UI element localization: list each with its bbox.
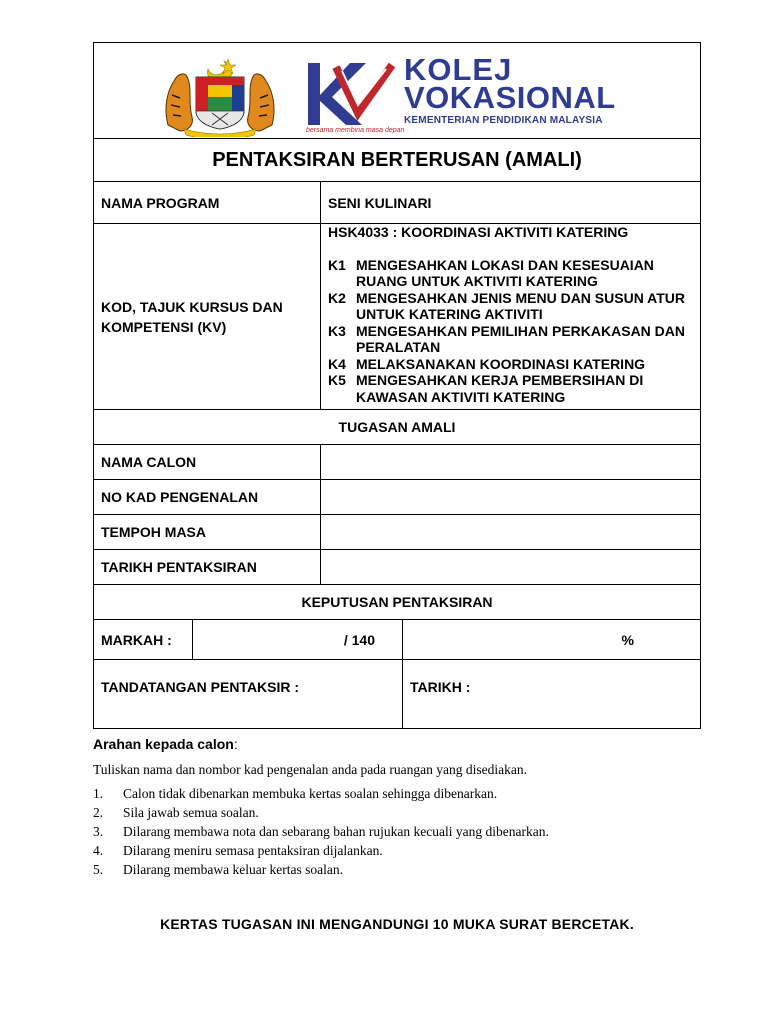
program-label: NAMA PROGRAM <box>94 182 321 223</box>
competency-code: K2 <box>328 289 346 306</box>
logo-header <box>94 43 700 139</box>
assessor-signature-field[interactable] <box>94 660 403 728</box>
instructions-intro: Tuliskan nama dan nombor kad pengenalan anda pada ruangan yang disediakan. <box>93 762 527 777</box>
competency-text: MENGESAHKAN JENIS MENU DAN SUSUN ATUR UNTUK KATERING AKTIVITI <box>356 289 686 322</box>
marks-label: MARKAH : <box>94 620 193 659</box>
course-code-label <box>94 224 321 409</box>
marks-row <box>94 620 700 660</box>
competency-text: MENGESAHKAN PEMILIHAN PERKAKASAN DAN PERALATAN <box>356 322 686 355</box>
ic-number-row <box>94 480 700 515</box>
rule-text: Dilarang membawa nota dan sebarang bahan rujukan kecuali yang dibenarkan. <box>123 824 549 839</box>
competency-item <box>328 372 696 405</box>
instruction-rule <box>93 784 646 803</box>
assessment-date-row <box>94 550 700 585</box>
rule-text: Sila jawab semua soalan. <box>123 805 259 820</box>
course-code-label-text: KOD, TAJUK KURSUS DAN KOMPETENSI (KV) <box>101 298 283 335</box>
task-heading: TUGASAN AMALI <box>338 419 456 435</box>
program-value: SENI KULINARI <box>328 194 432 211</box>
duration-label: TEMPOH MASA <box>94 515 321 549</box>
competency-item <box>328 257 696 290</box>
competency-text: MENGESAHKAN LOKASI DAN KESESUAIAN RUANG UNTUK AKTIVITI KATERING <box>356 256 654 289</box>
competency-item <box>328 290 696 323</box>
course-title: HSK4033 : KOORDINASI AKTIVITI KATERING <box>328 224 629 240</box>
instruction-rule <box>93 841 646 860</box>
marks-total: / 140 <box>343 631 375 648</box>
duration-field[interactable] <box>321 515 700 549</box>
brand-tagline: bersama membina masa depan <box>306 127 405 134</box>
assessment-form <box>93 42 701 729</box>
malaysia-coat-of-arms-icon <box>162 55 278 137</box>
signature-row <box>94 660 700 728</box>
rule-number: 4. <box>93 843 104 858</box>
marks-field[interactable] <box>193 620 403 659</box>
rule-text: Dilarang membawa keluar kertas soalan. <box>123 862 344 877</box>
assessment-date-field[interactable] <box>321 550 700 584</box>
competency-item <box>328 323 696 356</box>
ic-number-field[interactable] <box>321 480 700 514</box>
instruction-rule <box>93 860 646 879</box>
ic-number-label: NO KAD PENGENALAN <box>94 480 321 514</box>
instructions-heading <box>93 736 646 752</box>
course-details <box>321 224 700 409</box>
instructions-heading-colon: : <box>233 736 238 752</box>
rule-number: 2. <box>93 805 104 820</box>
brand-subtitle: KEMENTERIAN PENDIDIKAN MALAYSIA <box>404 115 603 126</box>
decision-heading: KEPUTUSAN PENTAKSIRAN <box>301 594 493 610</box>
course-row <box>94 224 700 410</box>
form-title: PENTAKSIRAN BERTERUSAN (AMALI) <box>94 139 700 182</box>
rule-number: 5. <box>93 862 104 877</box>
competency-text: MELAKSANAKAN KOORDINASI KATERING <box>356 355 646 372</box>
rule-number: 3. <box>93 824 104 839</box>
competency-code: K3 <box>328 322 346 339</box>
instruction-rule <box>93 822 646 841</box>
candidate-name-row <box>94 445 700 480</box>
competency-code: K5 <box>328 372 346 388</box>
competency-code: K4 <box>328 355 346 372</box>
task-heading-row <box>94 410 700 445</box>
assessor-signature-label: TANDATANGAN PENTAKSIR : <box>101 679 300 695</box>
instruction-rule <box>93 803 646 822</box>
page-count-note: KERTAS TUGASAN INI MENGANDUNGI 10 MUKA SURAT BERCETAK. <box>160 916 634 932</box>
signature-date-label: TARIKH : <box>410 679 471 695</box>
candidate-name-field[interactable] <box>321 445 700 479</box>
candidate-name-label: NAMA CALON <box>94 445 321 479</box>
rule-text: Dilarang meniru semasa pentaksiran dijalankan. <box>123 843 383 858</box>
signature-date-field[interactable] <box>403 660 700 728</box>
competency-text: MENGESAHKAN KERJA PEMBERSIHAN DI KAWASAN AKTIVITI KATERING <box>356 372 644 405</box>
competency-code: K1 <box>328 256 346 273</box>
decision-heading-row <box>94 585 700 620</box>
instructions-heading-text: Arahan kepada calon <box>93 736 234 752</box>
rule-text: Calon tidak dibenarkan membuka kertas soalan sehingga dibenarkan. <box>123 786 498 801</box>
percent-sign: % <box>621 631 634 648</box>
percentage-field[interactable] <box>403 620 700 659</box>
competency-item <box>328 356 696 373</box>
assessment-date-label: TARIKH PENTAKSIRAN <box>94 550 321 584</box>
program-row <box>94 182 700 224</box>
instructions <box>93 736 646 879</box>
rule-number: 1. <box>93 786 104 801</box>
brand-name-line1: KOLEJ <box>404 52 513 87</box>
brand-name-line2: VOKASIONAL <box>404 80 616 115</box>
duration-row <box>94 515 700 550</box>
kolej-vokasional-logo-icon <box>306 61 398 127</box>
